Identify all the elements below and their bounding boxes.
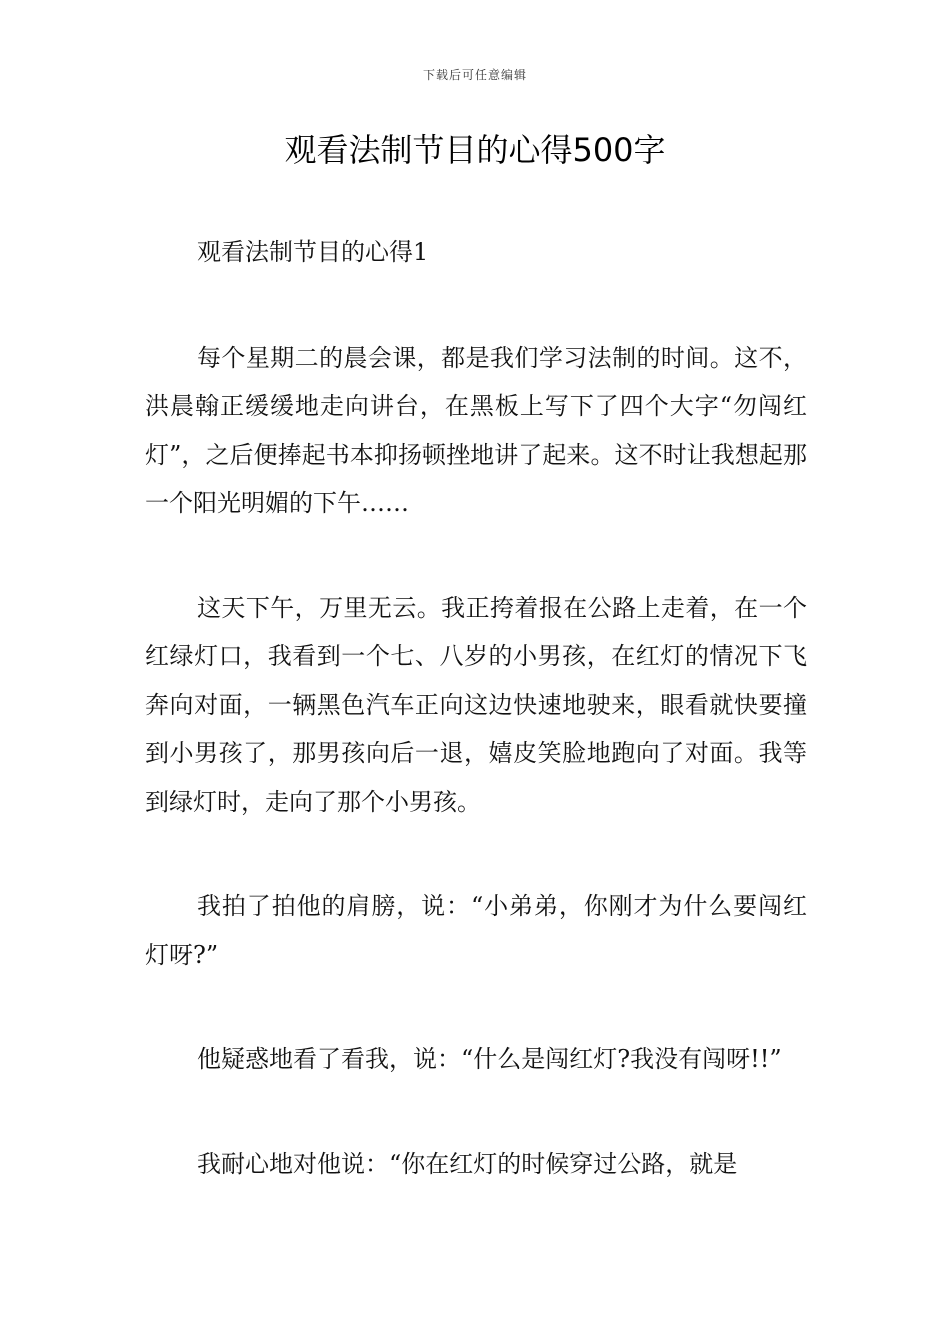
document-body [145,228,807,1188]
paragraph-3: 我拍了拍他的肩膀，说：“小弟弟，你刚才为什么要闯红灯呀?” [145,892,807,969]
paragraph-4: 他疑惑地看了看我，说：“什么是闯红灯?我没有闯呀!!” [197,1045,782,1073]
document-title: 观看法制节目的心得500字 [284,131,666,169]
paragraph-1: 每个星期二的晨会课，都是我们学习法制的时间。这不，洪晨翰正缓缓地走向讲台，在黑板上写下了四个大字“勿闯红灯”，之后便捧起书本抑扬顿挫地讲了起来。这不时让我想起那一个阳光明媚的下午…… [145,343,807,517]
header-note: 下载后可任意编辑 [422,68,527,82]
paragraph-5: 我耐心地对他说：“你在红灯的时候穿过公路，就是 [197,1149,738,1178]
section-subheading: 观看法制节目的心得1 [197,238,429,266]
paragraph-2: 这天下午，万里无云。我正挎着报在公路上走着，在一个红绿灯口，我看到一个七、八岁的小男孩，在红灯的情况下飞奔向对面，一辆黑色汽车正向这边快速地驶来，眼看就快要撞到小男孩了，那男孩向后一退，嬉皮笑脸地跑向了对面。我等到绿灯时，走向了那个小男孩。 [145,593,807,816]
